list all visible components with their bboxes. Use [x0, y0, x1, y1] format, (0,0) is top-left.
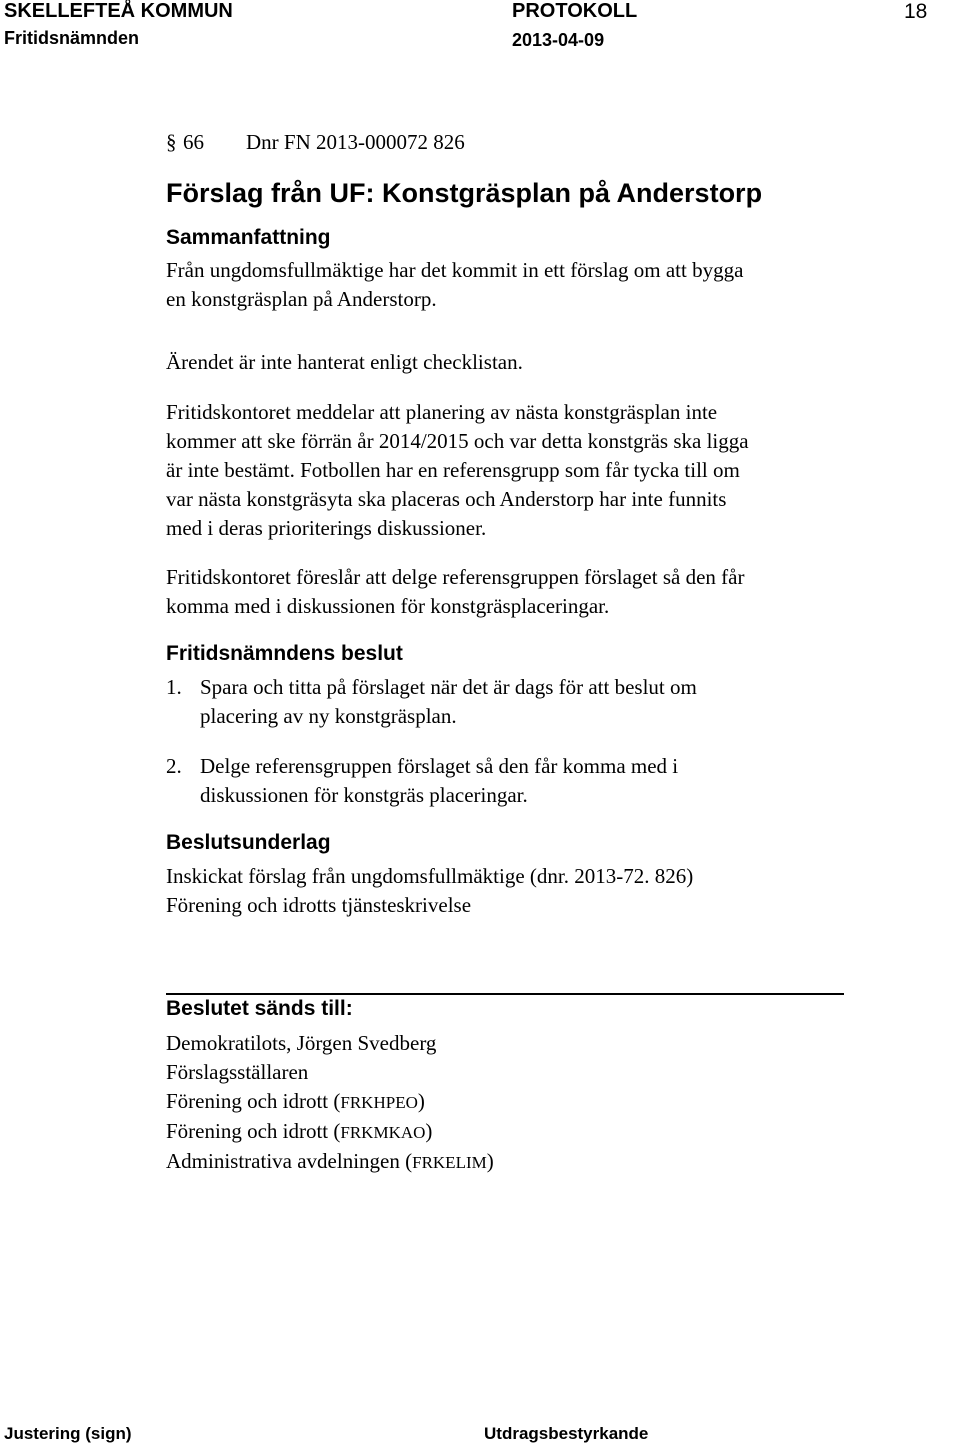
- basis-list: Inskickat förslag från ungdomsfullmäktige (dnr. 2013-72. 826) Förening och idrotts tjänsteskrivelse: [166, 864, 694, 917]
- recipient: Förening och idrott (FRKHPEO): [166, 1089, 425, 1113]
- section-number: 66: [183, 130, 204, 154]
- divider-line: [166, 993, 844, 995]
- section-reference: Dnr FN 2013-000072 826: [246, 130, 465, 154]
- recipient: Administrativa avdelningen (FRKELIM): [166, 1149, 494, 1173]
- basis-heading: Beslutsunderlag: [166, 831, 331, 854]
- footer-signature-label: Justering (sign): [4, 1424, 132, 1443]
- section-symbol: §: [166, 130, 177, 154]
- section-title: Förslag från UF: Konstgräsplan på Anderstorp: [166, 178, 763, 208]
- recipient: Demokratilots, Jörgen Svedberg: [166, 1031, 437, 1055]
- summary-paragraph-4: Fritidskontoret föreslår att delge referensgruppen förslaget så den får komma med i diskussionen för konstgräsplaceringar.: [166, 565, 745, 618]
- page-number: 18: [904, 0, 928, 23]
- summary-paragraph-2: Ärendet är inte hanterat enligt checklistan.: [166, 350, 523, 374]
- summary-paragraph-1: Från ungdomsfullmäktige har det kommit in ett förslag om att bygga en konstgräsplan på Anderstorp.: [166, 258, 744, 311]
- recipient: Förslagsställaren: [166, 1060, 309, 1084]
- summary-heading: Sammanfattning: [166, 226, 331, 249]
- meeting-date: 2013-04-09: [512, 30, 605, 50]
- recipient: Förening och idrott (FRKMKAO): [166, 1119, 433, 1143]
- doc-type: PROTOKOLL: [512, 0, 638, 22]
- footer-certification-label: Utdragsbestyrkande: [484, 1424, 649, 1443]
- decision-heading: Fritidsnämndens beslut: [166, 642, 403, 665]
- sent-to-heading: Beslutet sänds till:: [166, 997, 353, 1020]
- org-name: SKELLEFTEÅ KOMMUN: [4, 0, 233, 22]
- summary-paragraph-3: Fritidskontoret meddelar att planering av nästa konstgräsplan inte kommer att ske förrän år 2014/2015 och var detta konstgräs ska ligga är inte bestämt. Fotbollen har en referensgrupp som får tycka till om var nästa konstgräsyta ska placeras och Anderstorp har inte funnits med i deras prioriterings diskussioner.: [166, 400, 749, 540]
- committee-name: Fritidsnämnden: [4, 28, 140, 48]
- recipient-list: [166, 1029, 866, 1177]
